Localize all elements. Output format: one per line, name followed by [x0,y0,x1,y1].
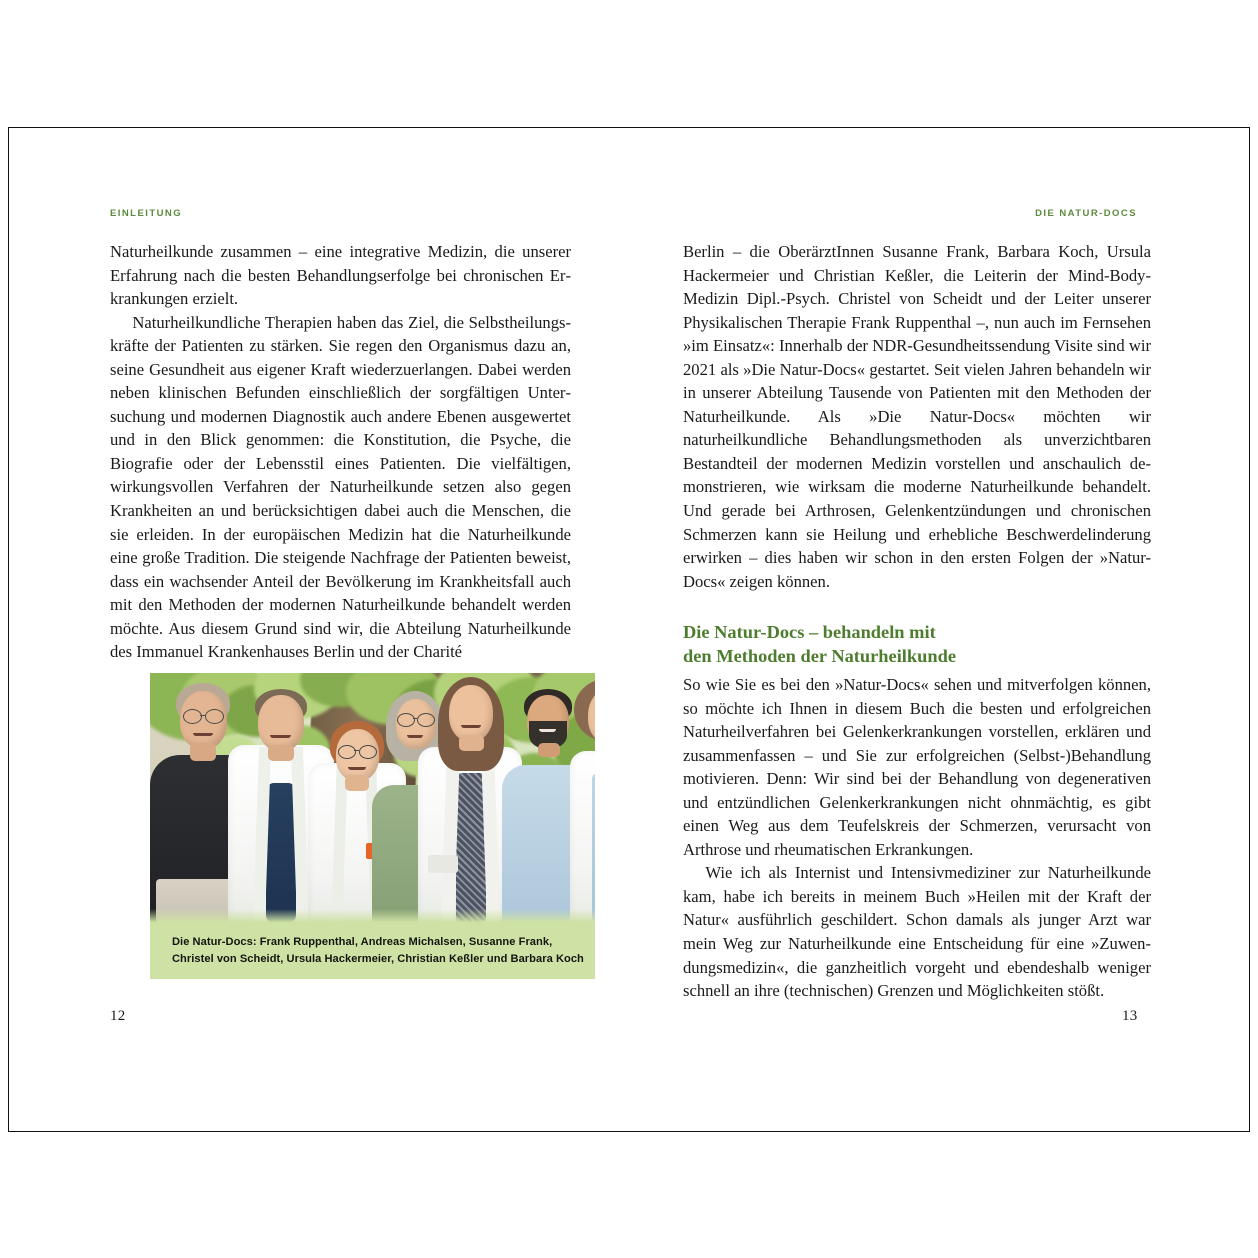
figure-caption [150,923,595,979]
section-heading [683,620,1151,668]
folio-left: 12 [110,1008,126,1024]
caption-line-2: Christel von Scheidt, Ursula Hackermeier, Christian Keßler und Barbara Koch [172,952,584,965]
mouth [270,735,291,738]
patterned-dress [456,773,486,923]
mouth [348,767,366,770]
navy-shirt [266,783,296,923]
eyeglasses [338,745,356,759]
mouth [539,729,556,732]
person-barbara-koch [570,673,595,923]
paragraph: So wie Sie es bei den »Natur-Docs« sehen und mitverfolgen können, so möchte ich Ihnen in diesem Buch die besten und erfolgreichen Naturheilverfahren bei Gelenkerkrankungen vorstellen, erklären und zusammenfassen – und Sie zur erfolgreichen (Selbst-)Behandlung motivieren. Denn: Wir sind bei der Behandlung von degenerativen und entzündlichen Gelenkerkrankungen nicht ohnmächtig, es gibt einen Weg aus dem Teufelskreis der Schmerzen, verursacht von Arthrose und rheumatischen Erkrankungen. [683,675,1151,859]
neck [459,735,484,751]
glasses-bridge [413,718,417,719]
neck [345,775,369,791]
right-column-body-top [683,240,1151,593]
paragraph: Naturheilkundliche Therapien haben das Ziel, die Selbstheilungskräfte der Patienten zu stärken. Sie regen den Organismus dazu an, seine Gesundheit aus eigener Kraft wiederzuerlangen. Dabei werden neben klinischen Befunden einschließlich der sorgfältigen Untersuchung und modernen Diagnostik auch andere Ebenen ausgewertet und in den Blick genommen: die Konstitution, die Psyche, die Biografie oder der Lebensstil eines Patienten. Die vielfältigen, wirkungsvollen Verfahren der Naturheilkunde setzen also gegen Krankheiten an und berücksichtigen dabei auch die Menschen, die sie erleiden. In der europäischen Medizin hat die Naturheilkunde eine große Tradition. Die steigende Nachfrage der Patienten beweist, dass ein wachsender Anteil der Bevölkerung im Krankheitsfall auch mit den Methoden der modernen Naturheilkunde behandelt werden möchte. Aus diesem Grund sind wir, die Abteilung Naturheilkunde des Immanuel Krankenhauses Berlin und der Charité [110,312,571,662]
neck [268,745,294,761]
mouth [461,725,481,728]
neck [538,743,560,757]
section-heading-line-1: Die Natur-Docs – behandeln mit [683,622,936,643]
eyeglasses [397,713,415,727]
group-photo [150,673,595,923]
figure-natur-docs [150,673,595,979]
neck [190,743,216,761]
caption-line-1: Die Natur-Docs: Frank Ruppenthal, Andreas Michalsen, Susanne Frank, [172,936,553,948]
eyeglasses [205,709,224,724]
eyeglasses [183,709,202,724]
glasses-bridge [354,750,359,751]
face [258,695,304,751]
glasses-bridge [200,715,205,716]
mouth [193,733,213,736]
face [449,685,493,741]
right-column-body-bottom [683,673,1151,1003]
paragraph: Wie ich als Internist und Intensivmediziner zur Naturheilkunde kam, habe ich bereits in meinem Buch »Heilen mit der Kraft der Natur« ausführlich geschildert. Schon damals als junger Arzt war mein Weg zur Naturheilkunde eine Entscheidung für eine »Zuwendungsmedizin«, die ganzheitlich vorgeht und ebendeshalb weniger schnell an ihre (technischen) Grenzen und Möglichkeiten stößt. [683,863,1151,1001]
folio-right: 13 [1122,1008,1138,1024]
running-head-right: DIE NATUR-DOCS [1035,208,1137,219]
paragraph: Berlin – die OberärztInnen Susanne Frank, Barbara Koch, Ursula Hackermeier und Christian Keßler, die Leiterin der Mind-Body-Medizin Dipl.-Psych. Christel von Scheidt und der Leiter unserer Physikalischen Therapie Frank Ruppenthal –, nun auch im Fernsehen »im Einsatz«: Innerhalb der NDR-Gesundheitssendung Visite sind wir 2021 als »Die Natur-Docs« gestartet. Seit vielen Jahren behandeln wir in unserer Abteilung Tausende von Patienten mit den Methoden der Naturheilkunde. Als »Die Natur-Docs« möchten wir naturheilkundliche Behandlungsmethoden als unverzichtbaren Bestandteil der modernen Medizin vorstellen und anschaulich demonstrieren, wie wirksam die moderne Naturheilkunde behandelt. Und gerade bei Arthrosen, Gelenkentzündungen und chronischen Schmerzen kann sie Heilung und erhebliche Beschwerdelinderung erwirken – dies haben wir schon in den ersten Folgen der »Natur-Docs« zeigen können. [683,242,1151,591]
left-column-body [110,240,571,664]
coat-pocket [428,855,458,873]
paragraph: Naturheilkunde zusammen – eine integrative Medizin, die unserer Erfahrung nach die besten Behandlungserfolge bei chronischen Erkrankungen erzielt. [110,242,571,309]
running-head-left: EINLEITUNG [110,208,183,219]
photo-bottom-fade [150,909,595,923]
section-heading-line-2: den Methoden der Naturheilkunde [683,646,956,667]
blue-shirt [592,773,595,923]
